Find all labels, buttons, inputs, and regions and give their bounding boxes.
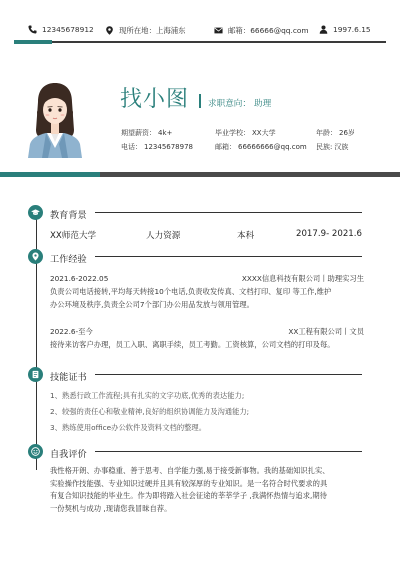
skills-list [50, 388, 368, 436]
self-eval-line: 有复合知识技能的毕业生。作为即将踏入社会征途的莘莘学子 ,我满怀热情与追求,期待 [50, 491, 327, 500]
self-eval-line: 一份契机与成功 ,现请您我冒昧自荐。 [50, 503, 172, 513]
job-intent [208, 97, 271, 109]
info-email [215, 142, 307, 152]
info-salary [121, 128, 172, 138]
smile-icon [31, 447, 40, 456]
info-value: 12345678978 [144, 143, 193, 151]
info-key: 毕业学校： [215, 129, 250, 137]
location-pin-icon [31, 252, 40, 261]
info-key: 邮箱： [215, 143, 236, 151]
email-value: 66666@qq.com [250, 26, 309, 35]
top-divider-accent [14, 40, 52, 44]
education-icon-badge [28, 205, 43, 220]
envelope-icon [214, 26, 223, 35]
info-key: 电话： [121, 143, 142, 151]
candidate-name: 找小图 [120, 87, 190, 112]
work-title: 工作经验 [50, 254, 87, 265]
self-eval-line: 我性格开朗、办事稳重、善于思考、自学能力强,易于接受新事物。我的基础知识扎实、 [50, 466, 330, 475]
info-value: 66666666@qq.com [238, 143, 307, 151]
phone-icon [28, 25, 37, 34]
job-period: 2021.6-2022.05 [50, 274, 109, 283]
skill-item: 1、熟悉行政工作流程;具有扎实的文字功底,优秀的表达能力; [50, 391, 245, 400]
birth-text: 1997.6.15 [333, 25, 371, 34]
phone-text: 12345678912 [42, 25, 94, 34]
job-description-line: 负责公司电话接转,平均每天转接10个电话,负责收发传真、文档打印、复印 等工作,维护 [50, 287, 332, 296]
top-divider [14, 41, 386, 43]
location-label: 现所在地： [119, 26, 156, 35]
info-ethnicity [316, 142, 348, 152]
contact-birth [319, 25, 371, 34]
person-icon [319, 25, 328, 34]
email-label: 邮箱： [228, 26, 251, 35]
self-eval-title: 自我评价 [50, 449, 87, 460]
skills-icon-badge [28, 367, 43, 382]
self-eval-title-rule [95, 451, 362, 452]
info-age [316, 128, 355, 138]
education-major: 人力资源 [146, 231, 181, 241]
info-key: 年龄： [316, 129, 337, 137]
job-description-line: 办公环境及秩序,负责全公司7个部门办公用品发放与领用管理。 [50, 299, 254, 309]
certificate-icon [31, 370, 40, 379]
education-title: 教育背景 [50, 210, 87, 221]
info-key: 期望薪资： [121, 129, 156, 137]
work-icon-badge [28, 249, 43, 264]
self-eval-text [50, 465, 368, 515]
contact-phone [28, 25, 94, 34]
skills-title-rule [95, 374, 362, 375]
job-period: 2022.6-至今 [50, 327, 93, 336]
contact-bar [0, 0, 400, 46]
self-eval-icon-badge [28, 444, 43, 459]
info-school [215, 128, 276, 138]
info-value: 26岁 [339, 129, 355, 137]
info-phone [121, 142, 193, 152]
skill-item: 3、熟练使用office办公软件及资料文档的整理。 [50, 423, 207, 432]
name-separator [199, 94, 201, 108]
job-intent-value: 助理 [253, 99, 272, 109]
job-intent-label: 求职意向： [208, 99, 251, 109]
info-key: 民族: [316, 143, 333, 151]
education-degree: 本科 [237, 231, 255, 241]
info-value: 汉族 [334, 143, 349, 151]
location-value: 上海浦东 [155, 26, 186, 35]
education-period: 2017.9- 2021.6 [296, 229, 362, 239]
education-school: XX师范大学 [50, 231, 97, 241]
info-value: 4k+ [158, 129, 173, 137]
avatar [24, 82, 86, 158]
graduation-cap-icon [31, 208, 40, 217]
skill-item: 2、较强的责任心和敬业精神,良好的组织协调能力及沟通能力; [50, 407, 250, 416]
work-title-rule [95, 256, 362, 257]
job-description [50, 339, 368, 352]
contact-email [214, 25, 309, 36]
self-eval-line: 实验操作技能强、专业知识过硬并且具有较深厚的专业知识。是一名符合时代要求的具 [50, 478, 328, 488]
job-description-line: 接待来访客户办理，员工入职、离职手续，员工考勤。工资核算，公司文档的打印及每。 [50, 340, 335, 349]
job-company: XX工程有限公司丨文员 [288, 327, 364, 336]
job-description [50, 286, 368, 311]
education-title-rule [95, 212, 362, 213]
info-value: XX大学 [252, 129, 276, 137]
header-divider-accent [0, 172, 100, 177]
job-company: XXXX信息科技有限公司丨助理实习生 [241, 274, 364, 283]
skills-title: 技能证书 [50, 372, 87, 383]
location-pin-icon [105, 26, 114, 35]
contact-location [105, 25, 186, 36]
